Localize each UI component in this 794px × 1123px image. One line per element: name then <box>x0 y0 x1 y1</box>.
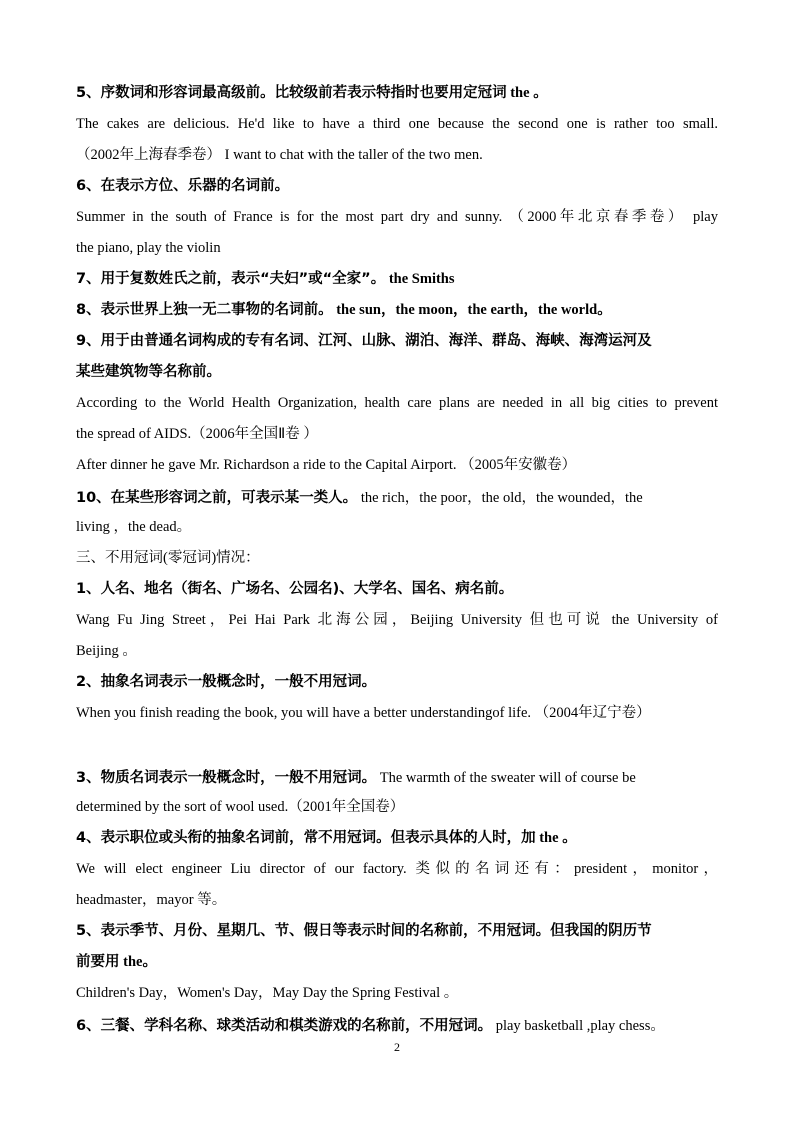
example-line: Wang Fu Jing Street，Pei Hai Park 北海公园，Beijing University 但也可说 the University of <box>76 612 718 628</box>
heading-text: 。 <box>597 302 612 318</box>
rule-heading <box>76 947 718 978</box>
heading-text: 8、表示世界上独一无二事物的名词前。 <box>76 302 333 318</box>
example-line: the spread of AIDS.（2006年全国Ⅱ卷 ） <box>76 426 318 442</box>
rule-heading <box>76 326 718 357</box>
heading-text: 2、抽象名词表示一般概念时，一般不用冠词。 <box>76 674 377 690</box>
page-number: 2 <box>394 1040 400 1054</box>
example-line: （2002年上海春季卷） I want to chat with the taller of the two men. <box>76 147 483 163</box>
rule-heading <box>76 667 718 698</box>
example-line: When you finish reading the book, you will have a better understandingof life. （2004年辽宁卷） <box>76 705 651 721</box>
rule-heading <box>76 78 718 109</box>
example-text: the rich，the poor，the old，the wounded，the <box>357 490 643 506</box>
rule-heading-with-example <box>76 481 718 512</box>
heading-text: 。 <box>533 85 548 101</box>
example-line: Summer in the south of France is for the most part dry and sunny. （2000年北京春季卷） play <box>76 209 718 225</box>
heading-text: 5、序数词和形容词最高级前。比较级前若表示特指时也要用定冠词 <box>76 85 507 101</box>
example-line: living ，the dead。 <box>76 519 192 535</box>
blank-line <box>76 729 718 761</box>
example-text: The warmth of the sweater will of course be <box>376 770 636 786</box>
heading-text: 1、人名、地名（街名、广场名、公园名)、大学名、国名、病名前。 <box>76 581 514 597</box>
rule-heading <box>76 357 718 388</box>
heading-text: 6、三餐、学科名称、球类活动和棋类游戏的名称前，不用冠词。 <box>76 1018 493 1034</box>
heading-text: 前要用 <box>76 954 120 970</box>
example-line: Children's Day，Women's Day，May Day the Spring Festival 。 <box>76 985 459 1001</box>
rule-heading <box>76 295 718 326</box>
heading-text: 。 <box>562 830 577 846</box>
heading-text: 5、表示季节、月份、星期几、节、假日等表示时间的名称前，不用冠词。但我国的阴历节 <box>76 923 652 939</box>
heading-example: the <box>535 830 563 846</box>
rule-heading <box>76 171 718 202</box>
heading-example: the Smiths <box>385 271 455 287</box>
heading-text: 7、用于复数姓氏之前，表示“夫妇”或“全家”。 <box>76 271 386 287</box>
heading-text: 10、在某些形容词之前，可表示某一类人。 <box>76 490 358 506</box>
example-line: The cakes are delicious. He'd like to have a third one because the second one is rather too small. <box>76 116 718 132</box>
heading-text: 4、表示职位或头衔的抽象名词前，常不用冠词。但表示具体的人时，加 <box>76 830 536 846</box>
heading-example: the <box>506 85 534 101</box>
heading-text: 3、物质名词表示一般概念时，一般不用冠词。 <box>76 770 377 786</box>
heading-example: the sun，the moon，the earth，the world <box>332 302 598 318</box>
heading-text: 某些建筑物等名称前。 <box>76 364 221 380</box>
heading-text: 6、在表示方位、乐器的名词前。 <box>76 178 290 194</box>
rule-heading-with-example <box>76 1009 718 1040</box>
example-line: We will elect engineer Liu director of our factory. 类似的名词还有：president，monitor， <box>76 861 718 877</box>
example-line: the piano, play the violin <box>76 240 221 256</box>
rule-heading <box>76 916 718 947</box>
rule-heading-with-example <box>76 761 718 792</box>
heading-example: the <box>119 954 143 970</box>
example-line: Beijing 。 <box>76 643 137 659</box>
heading-text: 。 <box>142 954 157 970</box>
rule-heading <box>76 574 718 605</box>
example-line: determined by the sort of wool used.（2001年全国卷） <box>76 799 405 815</box>
example-line: 三、不用冠词(零冠词)情况： <box>76 550 260 566</box>
example-line: According to the World Health Organization, health care plans are needed in all big cities to prevent <box>76 395 718 411</box>
rule-heading <box>76 264 718 295</box>
example-line: After dinner he gave Mr. Richardson a ride to the Capital Airport. （2005年安徽卷） <box>76 457 577 473</box>
document-body <box>76 78 718 1040</box>
rule-heading <box>76 823 718 854</box>
example-text: play basketball ,play chess。 <box>492 1018 665 1034</box>
heading-text: 9、用于由普通名词构成的专有名词、江河、山脉、湖泊、海洋、群岛、海峡、海湾运河及 <box>76 333 652 349</box>
example-line: headmaster，mayor 等。 <box>76 892 227 908</box>
